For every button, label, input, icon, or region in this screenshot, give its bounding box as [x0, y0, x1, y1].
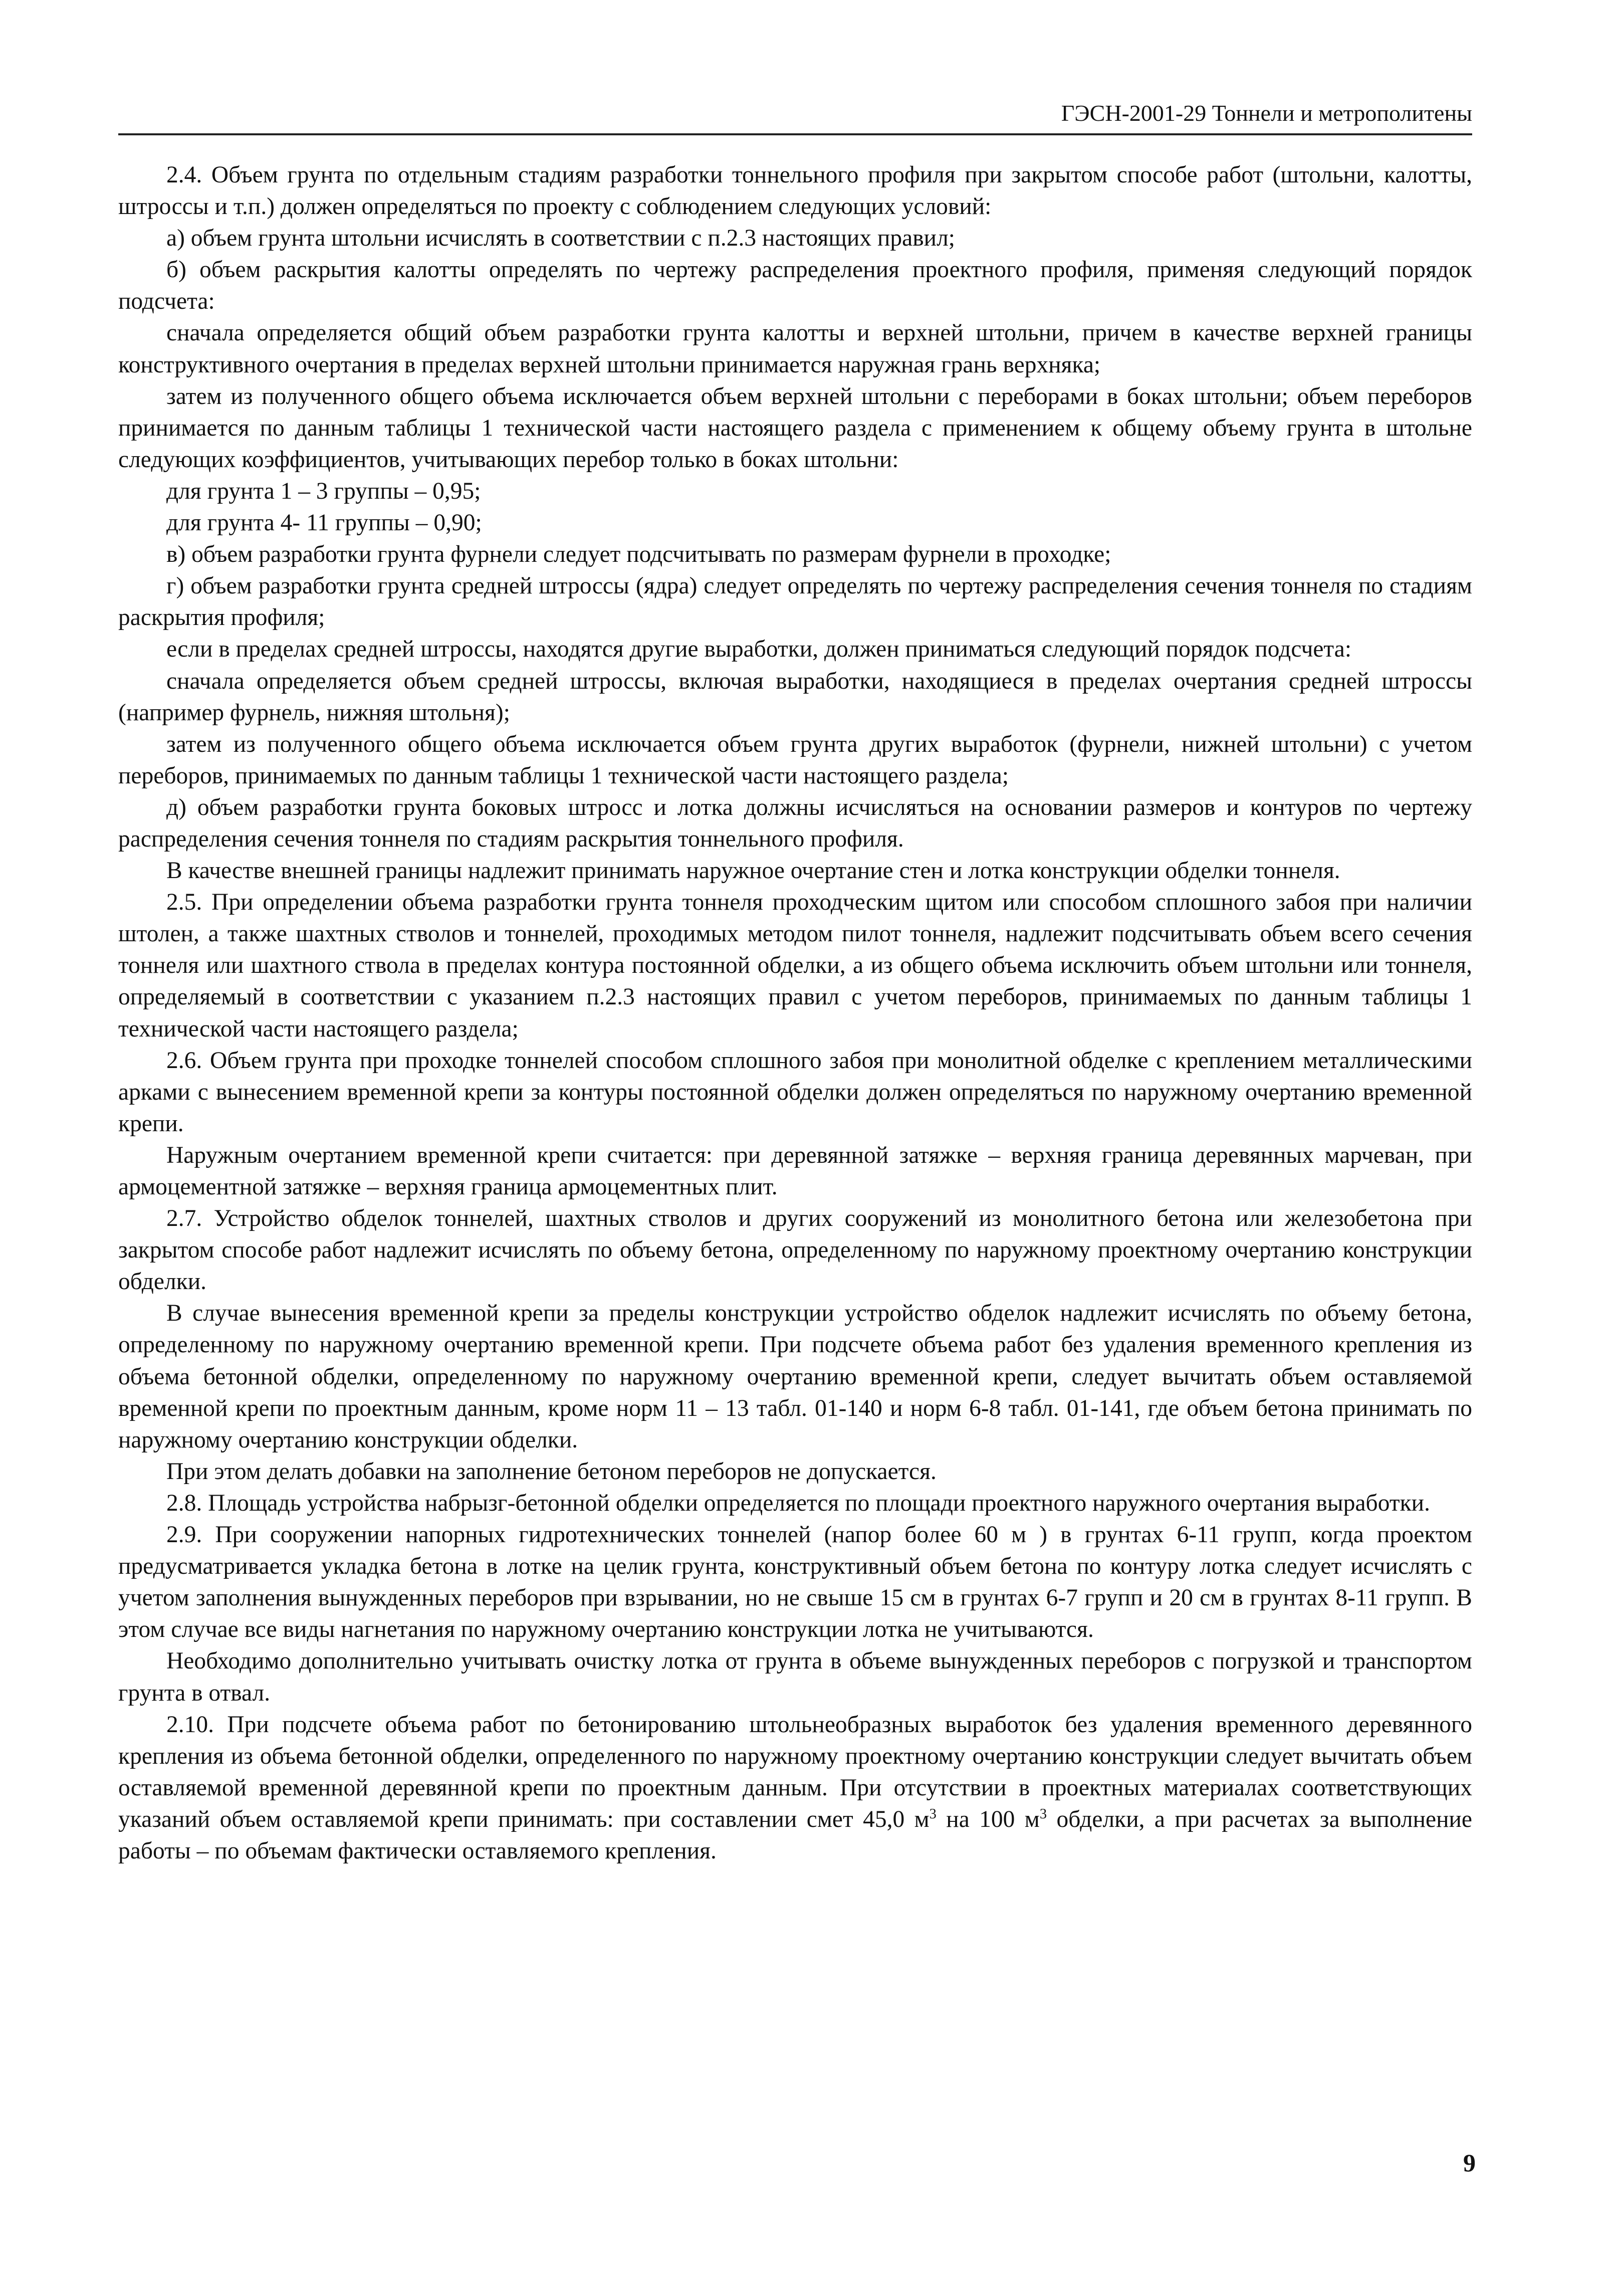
paragraph: 2.4. Объем грунта по отдельным стадиям разработки тоннельного профиля при закрытом способе работ (штольни, калотты, штроссы и т.п.) должен определяться по проекту с соблюдением следующих условий:: [118, 162, 1472, 220]
header-title: ГЭСН-2001-29 Тоннели и метрополитены: [1061, 100, 1472, 126]
paragraph-text: 2.10. При подсчете объема работ по бетонированию штольнеобразных выработок без удаления временного деревянного крепления из объема бетонной обделки, определенного по наружному проектному очертанию конструкции следует вычитать объем оставляемой временной деревянной крепи по проектным данным. При отсутствии в проектных материалах соответствующих указаний объем оставляемой крепи принимать: при составлении смет 45,0 м: [118, 1711, 1472, 1832]
paragraph: б) объем раскрытия калотты определять по чертежу распределения проектного профиля, применяя следующий порядок подсчета:: [118, 257, 1472, 315]
paragraph: В случае вынесения временной крепи за пределы конструкции устройство обделок надлежит исчислять по объему бетона, определенному по наружному очертанию временной крепи. При подсчете объема работ без удаления временного крепления из объема бетонной обделки, определенному по наружному очертанию временной крепи, следует вычитать объем оставляемой временной крепи по проектным данным, кроме норм 11 – 13 табл. 01-140 и норм 6-8 табл. 01-141, где объем бетона принимать по наружному очертанию конструкции обделки.: [118, 1300, 1472, 1453]
document-body: [118, 159, 1472, 1867]
paragraph: д) объем разработки грунта боковых штросс и лотка должны исчисляться на основании размеров и контуров по чертежу распределения сечения тоннеля по стадиям раскрытия тоннельного профиля.: [118, 794, 1472, 852]
paragraph: для грунта 1 – 3 группы – 0,95;: [166, 478, 481, 504]
paragraph: сначала определяется объем средней штроссы, включая выработки, находящиеся в пределах очертания средней штроссы (например фурнель, нижняя штольня);: [118, 668, 1472, 726]
paragraph: Необходимо дополнительно учитывать очистку лотка от грунта в объеме вынужденных переборов с погрузкой и транспортом грунта в отвал.: [118, 1648, 1472, 1706]
superscript-cubic: 3: [1039, 1806, 1047, 1822]
paragraph: В качестве внешней границы надлежит принимать наружное очертание стен и лотка конструкции обделки тоннеля.: [166, 858, 1340, 884]
paragraph: г) объем разработки грунта средней штроссы (ядра) следует определять по чертежу распределения сечения тоннеля по стадиям раскрытия профиля;: [118, 573, 1472, 631]
paragraph: 2.5. При определении объема разработки грунта тоннеля проходческим щитом или способом сплошного забоя при наличии штолен, а также шахтных стволов и тоннелей, проходимых методом пилот тоннеля, надлежит подсчитывать объем всего сечения тоннеля или шахтного ствола в пределах контура постоянной обделки, а из общего объема исключить объем штольни или тоннеля, определяемый в соответствии с указанием п.2.3 настоящих правил с учетом переборов, принимаемых по данным таблицы 1 технической части настоящего раздела;: [118, 889, 1472, 1042]
paragraph: для грунта 4- 11 группы – 0,90;: [166, 510, 482, 536]
paragraph: если в пределах средней штроссы, находятся другие выработки, должен приниматься следующий порядок подсчета:: [166, 636, 1352, 663]
superscript-cubic: 3: [929, 1806, 937, 1822]
paragraph: 2.9. При сооружении напорных гидротехнических тоннелей (напор более 60 м ) в грунтах 6-11 групп, когда проектом предусматривается укладка бетона в лотке на целик грунта, конструктивный объем бетона по контуру лотка следует исчислять с учетом заполнения вынужденных переборов при взрывании, но не свыше 15 см в грунтах 6-7 групп и 20 см в грунтах 8-11 групп. В этом случае все виды нагнетания по наружному очертанию конструкции лотка не учитываются.: [118, 1522, 1472, 1643]
paragraph-text: на 100 м: [936, 1806, 1040, 1832]
paragraph: При этом делать добавки на заполнение бетоном переборов не допускается.: [166, 1458, 937, 1485]
paragraph: Наружным очертанием временной крепи считается: при деревянной затяжке – верхняя граница деревянных марчеван, при армоцементной затяжке – верхняя граница армоцементных плит.: [118, 1142, 1472, 1200]
paragraph: 2.6. Объем грунта при проходке тоннелей способом сплошного забоя при монолитной обделке с креплением металлическими арками с вынесением временной крепи за контуры постоянной обделки должен определяться по наружному очертанию временной крепи.: [118, 1047, 1472, 1137]
paragraph-2-10: [118, 1709, 1472, 1867]
paragraph: затем из полученного общего объема исключается объем грунта других выработок (фурнели, нижней штольни) с учетом переборов, принимаемых по данным таблицы 1 технической части настоящего раздела;: [118, 731, 1472, 789]
paragraph: сначала определяется общий объем разработки грунта калотты и верхней штольни, причем в качестве верхней границы конструктивного очертания в пределах верхней штольни принимается наружная грань верхняка;: [118, 320, 1472, 378]
page-number: 9: [1463, 2149, 1476, 2177]
paragraph: 2.7. Устройство обделок тоннелей, шахтных стволов и других сооружений из монолитного бетона или железобетона при закрытом способе работ надлежит исчислять по объему бетона, определенному по наружному проектному очертанию конструкции обделки.: [118, 1205, 1472, 1295]
paragraph: в) объем разработки грунта фурнели следует подсчитывать по размерам фурнели в проходке;: [166, 541, 1111, 568]
running-header: [118, 98, 1472, 135]
paragraph-text: обделки, а при расчетах за выполнение работы – по объемам фактически оставляемого крепления.: [118, 1806, 1473, 1864]
paragraph: 2.8. Площадь устройства набрызг-бетонной обделки определяется по площади проектного наружного очертания выработки.: [166, 1490, 1430, 1516]
paragraph: а) объем грунта штольни исчислять в соответствии с п.2.3 настоящих правил;: [166, 225, 955, 252]
paragraph: затем из полученного общего объема исключается объем верхней штольни с переборами в боках штольни; объем переборов принимается по данным таблицы 1 технической части настоящего раздела с применением к общему объему грунта в штольне следующих коэффициентов, учитывающих перебор только в боках штольни:: [118, 383, 1472, 473]
